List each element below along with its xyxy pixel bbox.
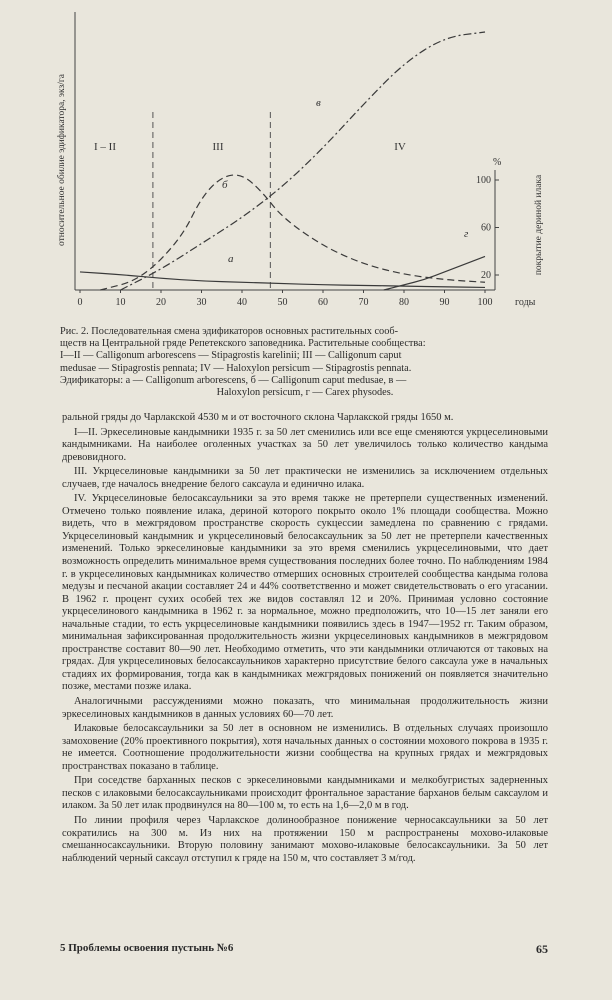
right-axis-unit: % — [493, 157, 502, 168]
chart-axes — [75, 12, 502, 293]
x-tick-label: 20 — [156, 297, 166, 308]
right-axis-label: покрытие дериной илака — [534, 174, 544, 276]
y-axis-label: относительное обилие эдификатора, экз/га — [57, 74, 67, 246]
caption-line: I—II — Calligonum arborescens — Stipagrostis karelinii; III — Calligonum caput — [60, 350, 402, 362]
series-label: б — [222, 179, 228, 191]
body-text — [62, 412, 548, 867]
paragraph: По линии профиля через Чарлакское долинообразное понижение черносаксаульники за 50 лет сократились на 300 м. Из них на протяжении 150 м распространены мохово-илаковые смешанносаксаульники. Вторую половину занимают мохово-илаковые белосаксаульники. За 50 лет наблюдений черный саксаул отступил к гряде на 150 м, что составляет 3 м/год. — [62, 814, 548, 864]
caption-line: Эдификаторы: а — Calligonum arborescens, б — Calligonum caput medusae, в — — [60, 374, 407, 386]
zone-label: I – II — [94, 141, 116, 153]
chart-series — [80, 32, 485, 290]
x-tick-label: 10 — [115, 297, 126, 308]
x-tick-label: 80 — [399, 297, 409, 308]
caption-line: medusae — Stipagrostis pennata; IV — Haloxylon persicum — Stipagrostis pennata. — [60, 362, 412, 374]
paragraph: III. Укрцеселиновые кандымники за 50 лет практически не изменились за исключением отдельных случаев, где началось внедрение белого саксаула и единично илака. — [62, 466, 548, 490]
figure-caption — [60, 326, 550, 399]
right-tick-label: 100 — [476, 175, 491, 186]
caption-line: ществ на Центральной гряде Репетекского заповедника. Растительные сообщества: — [60, 338, 426, 350]
x-tick-label: 60 — [318, 297, 328, 308]
chart-labels — [56, 73, 544, 308]
x-tick-label: 50 — [277, 297, 288, 308]
zone-label: III — [212, 141, 224, 153]
journal-title: 5 Проблемы освоения пустынь №6 — [60, 942, 234, 954]
paragraph: При соседстве барханных песков с эркеселиновыми кандымниками и мелкобугристых задерненных песков с илаковыми белосаксаульниками происходит фронтальное зарастание барханов белым саксаулом и илаком. За 50 лет илак продвинулся на 80—100 м, то есть на 1,6—2,0 м в год. — [62, 775, 548, 812]
succession-chart — [0, 0, 612, 322]
series-line — [100, 175, 485, 290]
series-label: г — [464, 228, 469, 240]
zone-label: IV — [394, 141, 406, 153]
zone-lines — [153, 112, 270, 290]
paragraph: Илаковые белосаксаульники за 50 лет в основном не изменились. В отдельных случаях произошло замоховение (20% проективного покрытия), хотя начальных данных о состоянии мохового покрова в 1935 г. не имеется. Соотношение продолжительности жизни сообщества на крупных грядах и межгрядовых пространствах показано в таблице. — [62, 723, 548, 772]
series-label: в — [316, 97, 321, 109]
x-tick-label: 100 — [477, 297, 493, 308]
paragraph: I—II. Эркеселиновые кандымники 1935 г. за 50 лет сменились или все еще сменяются укрцеселиновыми кандымниками. На наиболее оголенных участках за 50 лет увеличилось только количество кандыма древовидного. — [62, 426, 548, 463]
series-line — [121, 32, 486, 290]
caption-line: Рис. 2. Последовательная смена эдификаторов основных растительных сооб- — [60, 326, 399, 337]
x-tick-label: 70 — [358, 297, 369, 308]
x-tick-label: 0 — [77, 297, 83, 308]
right-tick-label: 60 — [481, 222, 491, 234]
paragraph: ральной гряды до Чарлакской 4530 м и от восточного склона Чарлакской гряды 1650 м. — [62, 412, 454, 423]
x-tick-label: 40 — [237, 297, 247, 308]
series-label: а — [228, 253, 234, 265]
x-tick-label: 30 — [196, 297, 207, 308]
caption-line: Haloxylon persicum, г — Carex physodes. — [216, 387, 394, 399]
page-number: 65 — [536, 942, 548, 956]
right-tick-label: 20 — [481, 270, 491, 281]
x-axis-label: годы — [515, 297, 536, 308]
paragraph: IV. Укрцеселиновые белосаксаульники за это время также не претерпели существенных изменений. Отмечено только появление илака, дериной которого покрыто около 1% площади сообщества. Можно видеть, что в межгрядовом пространстве скорость сукцессии замедлена по сравнению с грядами. Укрцеселиновый кандымник и укрцеселиновый белосаксаульник за 50 лет не претерпели качественных изменений. Только эркеселиновые кандымники за это время сменились укрцеселиновыми, что дает возможность определить минимальное время существования последних более точно. По наблюдениям 1984 г. в укрцеселиновых кандымниках количество отмерших основных строителей сообщества кандыма голова медузы и песчаной акации составляет 24 и 44% соответственно и может свидетельствовать о его угасании. В 1962 г. процент сухих особей тех же видов составлял 12 и 20%. Принимая условно состояние укрцеселинового кандымника в 1962 г. за нормальное, можно предположить, что 10—15 лет заняли его начальные стадии, то есть укрцеселиновые кандымники появились здесь в 1947—1952 гг. Таким образом, минимальная зафиксированная продолжительность жизни укрцеселиновых кандымников в межгрядовом пространстве составит 80—90 лет. Необходимо отметить, что эти кандымники отличаются от таковых на грядах. Для укрцеселиновых белосаксаульников характерно присутствие белого саксаула уже в начальных стадиях их формирования, тогда как в кандымниках межгрядовых понижений он появляется значительно позже, местами позже илака. — [62, 493, 548, 693]
x-tick-label: 90 — [439, 297, 450, 308]
paragraph: Аналогичными рассуждениями можно показать, что минимальная продолжительность жизни эркеселиновых кандымников в данных условиях 60—70 лет. — [62, 696, 548, 720]
